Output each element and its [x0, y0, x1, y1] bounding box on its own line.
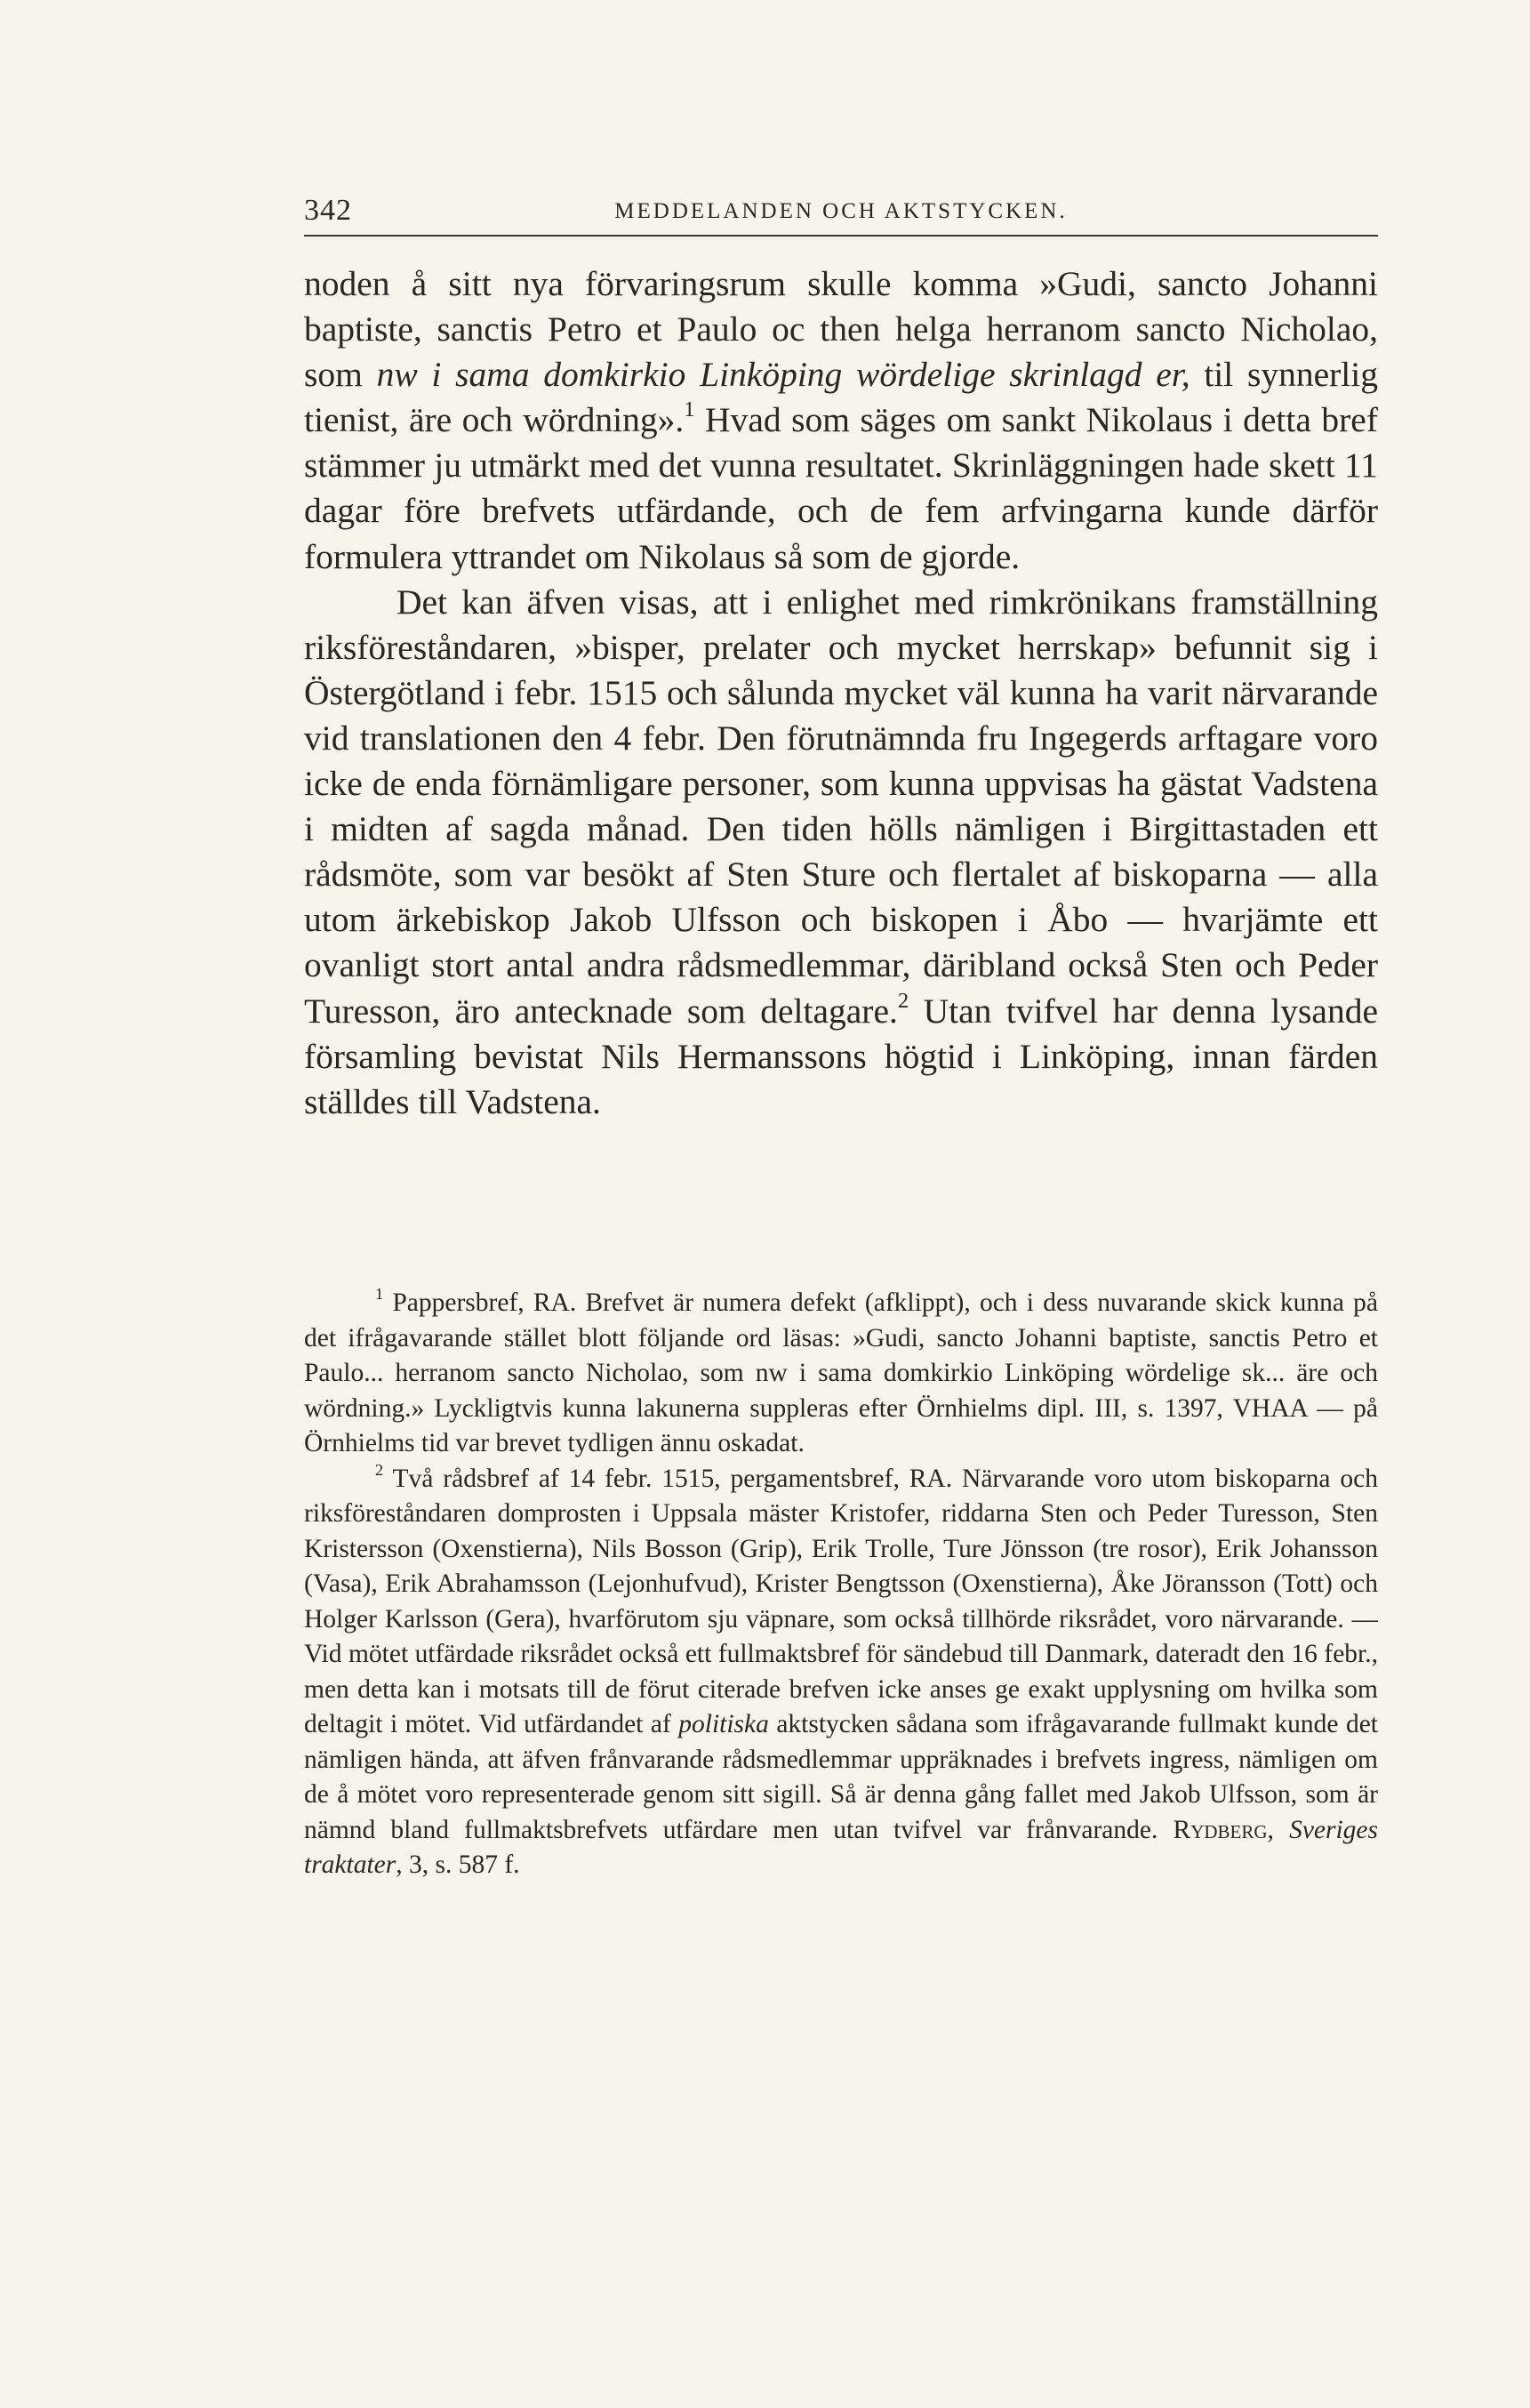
body-text — [304, 261, 1378, 1125]
footnotes — [304, 1286, 1378, 1883]
book-title: Sveriges traktater — [304, 1815, 1378, 1879]
italic-word: politiska — [678, 1710, 769, 1738]
footnote-2 — [304, 1462, 1378, 1883]
footnote-text: , 3, s. 587 f. — [396, 1850, 520, 1879]
text-run: Utan tvifvel har denna lysande församling bevistat Nils Hermanssons högtid i Linköping, innan färden ställdes till Vadstena. — [304, 991, 1378, 1121]
text-run: Det kan äfven visas, att i enlighet med rimkrönikans framställning riksföreståndaren, »bisper, prelater och mycket herrskap» befunnit sig i Östergötland i febr. 1515 och sålunda mycket väl kunna ha varit närvarande vid translationen den 4 febr. Den förutnämnda fru Ingegerds arftagare voro icke de enda förnämligare personer, som kunna uppvisas ha gästat Vadstena i midten af sagda månad. Den tiden hölls nämligen i Birgittastaden ett rådsmöte, som var besökt af Sten Sture och flertalet af biskoparna — alla utom ärkebiskop Jakob Ulfsson och biskopen i Åbo — hvarjämte ett ovanligt stort antal andra rådsmedlemmar, däribland också Sten och Peder Turesson, äro antecknade som deltagare. — [304, 582, 1378, 1031]
text-run: noden å sitt nya förvaringsrum skulle komma »Gudi, sancto Johanni baptiste, sanctis Petro et Paulo oc then helga herranom sancto Nicholao, som — [304, 264, 1378, 395]
footnote-text: Två rådsbref af 14 febr. 1515, pergamentsbref, RA. Närvarande voro utom biskoparna och riksföreståndaren domprosten i Uppsala mäster Kristofer, riddarna Sten och Peder Turesson, Sten Kristersson (Oxenstierna), Nils Bosson (Grip), Erik Trolle, Ture Jönsson (tre rosor), Erik Johansson (Vasa), Erik Abrahamsson (Lejonhufvud), Krister Bengtsson (Oxenstierna), Åke Jöransson (Tott) och Holger Karlsson (Gera), hvarförutom sju väpnare, som också tillhörde riksrådet, voro närvarande. — Vid mötet utfärdade riksrådet också ett fullmaktsbref för sändebud till Danmark, dateradt den 16 febr., men detta kan i motsats till de förut citerade brefven icke anses ge exakt upplysning om hvilka som deltagit i mötet. Vid utfärdandet af — [304, 1464, 1378, 1738]
italic-quote: nw i sama domkirkio Linköping wördelige skrinlagd er, — [376, 355, 1190, 395]
author-name: Rydberg, — [1173, 1815, 1274, 1844]
running-head: MEDDELANDEN OCH AKTSTYCKEN. — [614, 199, 1068, 223]
footnote-1 — [304, 1286, 1378, 1462]
footnote-ref-2[interactable]: 2 — [897, 988, 909, 1013]
footnote-mark: 2 — [375, 1460, 384, 1479]
footnote-ref-1[interactable]: 1 — [684, 397, 695, 422]
text-run — [1274, 1816, 1289, 1844]
text-run: Hvad som säges om sankt Nikolaus i detta bref stämmer ju utmärkt med det vunna resultatet. Skrinläggningen hade skett 11 dagar före brefvets utfärdande, och de fem arfvingarna kunde därför formulera yttrandet om Nikolaus så som de gjorde. — [304, 400, 1378, 576]
body-paragraph-2 — [304, 580, 1378, 1125]
footnote-text: Pappersbref, RA. Brefvet är numera defekt (afklippt), och i dess nuvarande skick kunna på det ifrågavarande stället blott följande ord läsas: »Gudi, sancto Johanni baptiste, sanctis Petro et Paulo... herranom sancto Nicholao, som nw i sama domkirkio Linköping wördelige sk... äre och wördning.» Lyckligtvis kunna lakunerna suppleras efter Örnhielms dipl. III, s. 1397, VHAA — på Örnhielms tid var brevet tydligen ännu oskadat. — [304, 1288, 1378, 1457]
footnote-text: aktstycken sådana som ifrågavarande fullmakt kunde det nämligen hända, att äfven frånvarande rådsmedlemmar uppräknades i brefvets ingress, nämligen om de å mötet voro representerade genom sitt sigill. Så är denna gång fallet med Jakob Ulfsson, som är nämnd bland fullmaktsbrefvets utfärdare men utan tvifvel var frånvarande. — [304, 1710, 1378, 1844]
text-run: til synnerlig tienist, äre och wördning». — [304, 355, 1378, 440]
footnote-mark: 1 — [375, 1285, 384, 1304]
page-number: 342 — [304, 194, 352, 227]
page-header — [304, 190, 1378, 237]
body-paragraph-1 — [304, 261, 1378, 580]
